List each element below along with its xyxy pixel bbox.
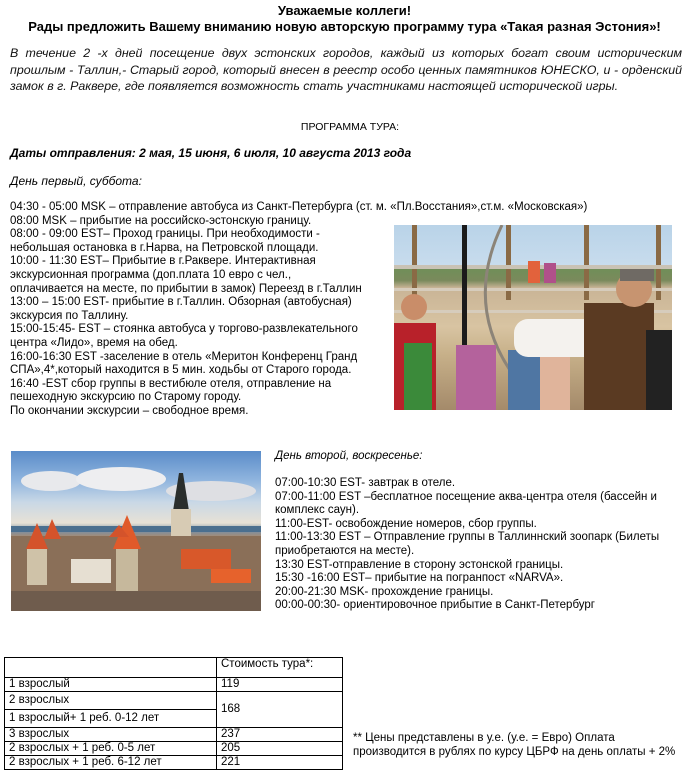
- archery-photo: [394, 225, 672, 410]
- schedule-line: СПА»,4*,который находится в 5 мин. ходьбы от Старого города.: [10, 364, 352, 377]
- price-table: [4, 657, 343, 770]
- schedule-line: небольшая остановка в г.Нарва, на Петровской площади.: [10, 241, 319, 254]
- schedule-line: 16:00-16:30 EST -заселение в отель «Меритон Конференц Гранд: [10, 350, 358, 363]
- program-title: ПРОГРАММА ТУРА:: [300, 121, 400, 133]
- schedule-line: 11:00-13:30 EST – Отправление группы в Таллиннский зоопарк (Билеты: [275, 531, 660, 544]
- greeting-heading: Уважаемые коллеги!: [277, 3, 412, 18]
- archery-scene-icon: [394, 225, 672, 410]
- schedule-line: приобретаются на месте).: [275, 544, 415, 557]
- row-label: 2 взрослых: [5, 692, 217, 710]
- schedule-line: 07:00-11:00 EST –бесплатное посещение аква-центра отеля (бассейн и: [275, 490, 657, 503]
- price-footnote: ** Цены представлены в у.е. (у.е. = Евро) Оплата производится в рублях по курсу ЦБРФ на день оплаты + 2%: [353, 732, 676, 758]
- table-row: [5, 756, 343, 770]
- tallinn-photo: [11, 451, 261, 611]
- day1-title: День первый, суббота:: [10, 174, 142, 188]
- schedule-line: 13:30 EST-отправление в сторону эстонской границы.: [275, 558, 564, 571]
- schedule-line: 11:00-EST- освобождение номеров, сбор группы.: [275, 517, 537, 530]
- row-label: 3 взрослых: [5, 728, 217, 742]
- schedule-line: 13:00 – 15:00 EST- прибытие в г.Таллин. Обзорная (автобусная): [10, 296, 352, 309]
- schedule-line: 07:00-10:30 EST- завтрак в отеле.: [275, 477, 456, 489]
- schedule-line: 10:00 - 11:30 EST– Прибытие в г.Раквере. Интерактивная: [10, 255, 316, 268]
- schedule-line: комплекс саун).: [275, 504, 360, 517]
- day2-schedule: [275, 477, 659, 613]
- schedule-line: оплачивается на месте, по прибытии в замок) Переезд в г.Таллин: [10, 282, 362, 295]
- schedule-line: экскурсионная программа (доп.плата 10 евро с чел.,: [10, 268, 292, 281]
- tallinn-skyline-icon: [11, 451, 261, 611]
- table-row: [5, 728, 343, 742]
- schedule-line: 20:00-21:30 MSK- прохождение границы.: [275, 585, 494, 598]
- row-label: 1 взрослый+ 1 реб. 0-12 лет: [5, 710, 217, 728]
- table-row: [5, 678, 343, 692]
- schedule-line: 00:00-00:30- ориентировочное прибытие в Санкт-Петербург: [275, 599, 595, 612]
- schedule-line: пешеходную экскурсию по Старому городу.: [10, 391, 242, 404]
- table-row: [5, 742, 343, 756]
- row-price: 205: [217, 742, 343, 756]
- row-label: 2 взрослых + 1 реб. 0-5 лет: [5, 742, 217, 756]
- schedule-line: 15:00-15:45- EST – стоянка автобуса у торгово-развлекательного: [10, 323, 358, 336]
- departure-dates: Даты отправления: 2 мая, 15 июня, 6 июля, 10 августа 2013 года: [10, 146, 412, 160]
- row-price: 221: [217, 756, 343, 770]
- schedule-line: 08:00 - 09:00 EST– Проход границы. При необходимости -: [10, 228, 320, 241]
- table-row: [5, 692, 343, 710]
- schedule-line: экскурсия по Таллину.: [10, 309, 129, 322]
- schedule-line: 15:30 -16:00 EST– прибытие на погранпост «NARVA».: [275, 572, 564, 585]
- subtitle-heading: Рады предложить Вашему вниманию новую авторскую программу тура «Такая разная Эстония»!: [28, 19, 661, 34]
- intro-paragraph: В течение 2 -х дней посещение двух эстонских городов, каждый из которых богат своим историческим прошлым - Таллин,- Старый город, который внесен в реестр особо ценных памятников ЮНЕСКО, и - орденский замок в г. Раквере, где появляется возможность стать участниками настоящей исторической игры.: [10, 46, 682, 93]
- schedule-line: По окончании экскурсии – свободное время.: [10, 404, 249, 417]
- row-label: 1 взрослый: [5, 678, 217, 692]
- schedule-line: 08:00 MSK – прибытие на российско-эстонскую границу.: [10, 214, 312, 227]
- schedule-line: центра «Лидо», время на обед.: [10, 336, 178, 349]
- row-label: 2 взрослых + 1 реб. 6-12 лет: [5, 756, 217, 770]
- header-cell-empty: [5, 658, 217, 678]
- schedule-line: 16:40 -EST сбор группы в вестибюле отеля, отправление на: [10, 377, 332, 390]
- price-table-header: [5, 658, 343, 678]
- row-price-merged: 168: [217, 692, 343, 728]
- schedule-line: 04:30 - 05:00 MSK – отправление автобуса из Санкт-Петербурга (ст. м. «Пл.Восстания»,ст.м. «Московская»): [10, 201, 588, 213]
- header-cell-price: Стоимость тура*:: [217, 658, 343, 678]
- row-price: 119: [217, 678, 343, 692]
- day2-title: День второй, воскресенье:: [275, 450, 423, 462]
- row-price: 237: [217, 728, 343, 742]
